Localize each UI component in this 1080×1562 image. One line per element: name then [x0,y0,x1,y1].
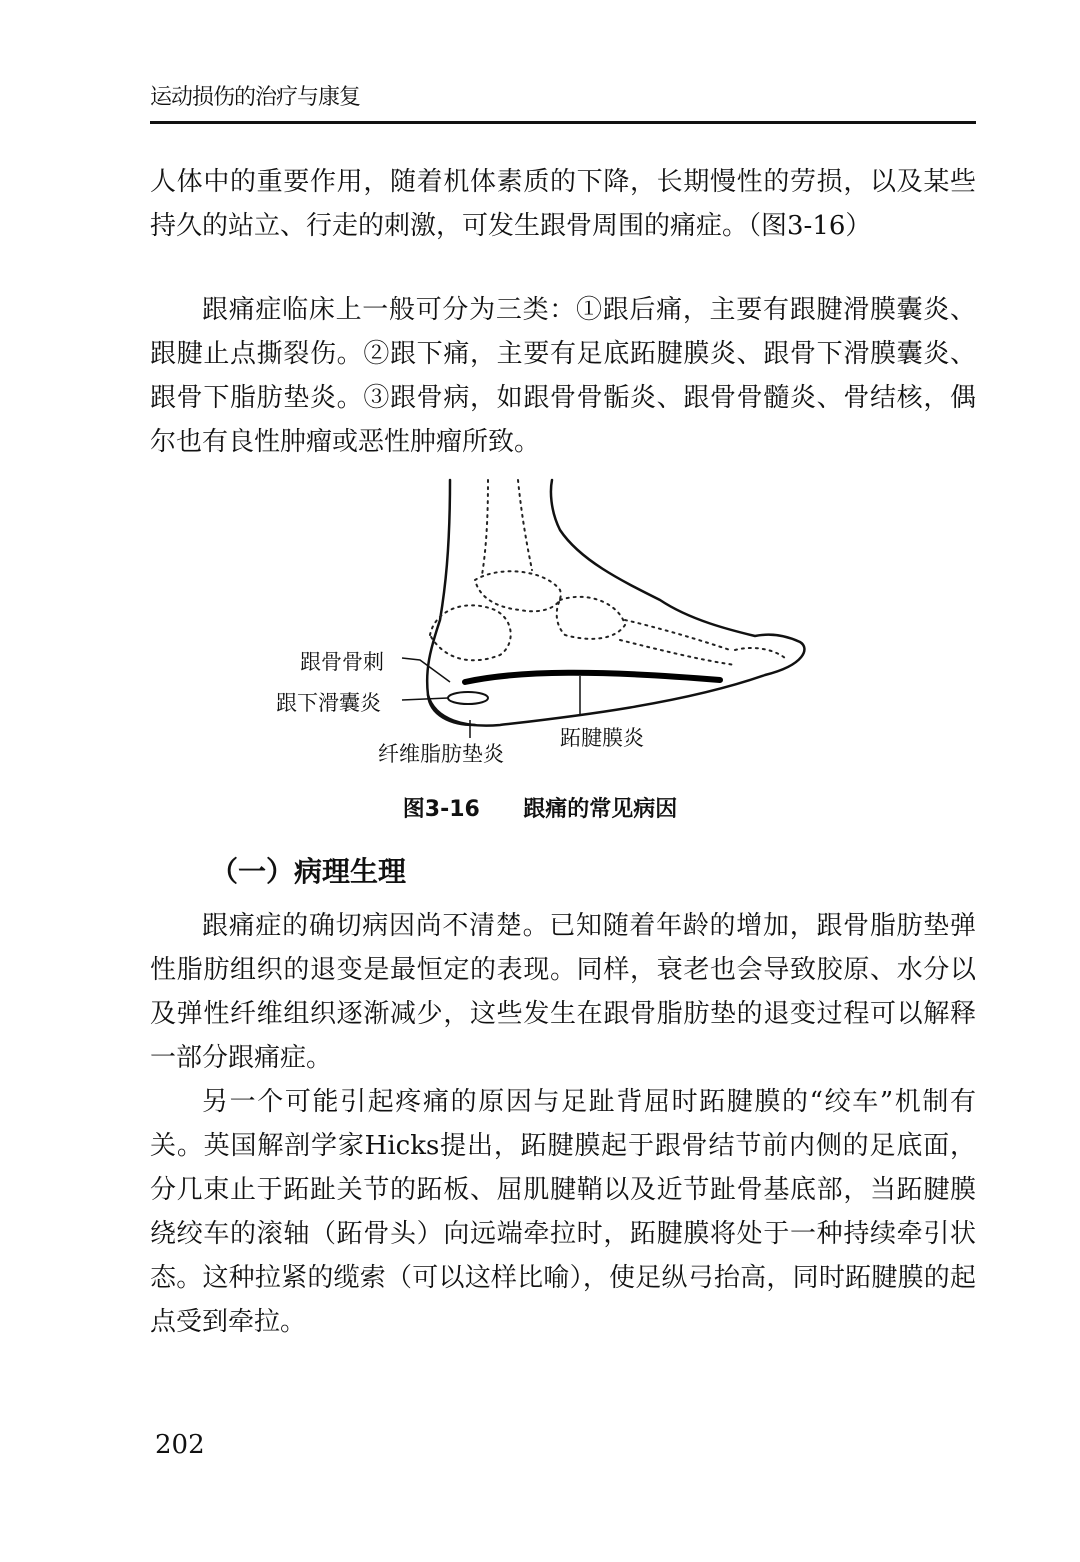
fibula-dotted [518,480,532,570]
foot-outline [427,480,804,726]
metatarsal-dotted-2 [620,640,735,665]
bursa-ellipse [448,692,488,704]
label-fat-pad-inflammation: 纤维脂肪垫炎 [378,742,504,766]
talus-dotted [475,571,561,611]
foot-figure [260,470,820,780]
foot-illustration [260,470,820,780]
tarsal-dotted [557,597,625,639]
label-plantar-fasciitis: 跖腱膜炎 [560,726,644,750]
paragraph-4: 另一个可能引起疼痛的原因与足趾背屈时跖腱膜的“绞车”机制有关。英国解剖学家Hicks提出，跖腱膜起于跟骨结节前内侧的足底面，分几束止于跖趾关节的跖板、屈肌腱鞘以及近节趾骨基底部，当跖腱膜绕绞车的滚轴（跖骨头）向远端牵拉时，跖腱膜将处于一种持续牵引状态。这种拉紧的缆索（可以这样比喻），使足纵弓抬高，同时跖腱膜的起点受到牵拉。 [150,1087,976,1337]
figure-caption [0,792,1080,823]
paragraph-1: 人体中的重要作用，随着机体素质的下降，长期慢性的劳损，以及某些持久的站立、行走的刺激，可发生跟骨周围的痛症。（图3-16） [150,167,976,241]
caption-title: 跟痛的常见病因 [523,797,678,822]
paragraph-2: 跟痛症临床上一般可分为三类：①跟后痛，主要有跟腱滑膜囊炎、跟腱止点撕裂伤。②跟下痛，主要有足底跖腱膜炎、跟骨下滑膜囊炎、跟骨下脂肪垫炎。③跟骨病，如跟骨骨骺炎、跟骨骨髓炎、骨结核，偶尔也有良性肿瘤或恶性肿瘤所致。 [150,295,976,457]
toe-dotted [735,648,785,658]
page-number: 202 [155,1430,205,1460]
running-head-title: 运动损伤的治疗与康复 [150,85,361,110]
paragraph-3: 跟痛症的确切病因尚不清楚。已知随着年龄的增加，跟骨脂肪垫弹性脂肪组织的退变是最恒定的表现。同样，衰老也会导致胶原、水分以及弹性纤维组织逐渐减少，这些发生在跟骨脂肪垫的退变过程可以解释一部分跟痛症。 [150,911,976,1073]
leader-bursa [402,698,448,700]
plantar-fascia [465,673,720,682]
label-calcaneal-spur: 跟骨骨刺 [300,650,384,674]
heel-pad-outline [428,695,475,725]
header-rule [150,121,976,124]
section-heading: （一）病理生理 [210,855,407,888]
caption-number: 图3-16 [402,797,480,822]
label-subcalcaneal-bursitis: 跟下滑囊炎 [276,691,381,715]
tibia-dotted [482,480,488,575]
